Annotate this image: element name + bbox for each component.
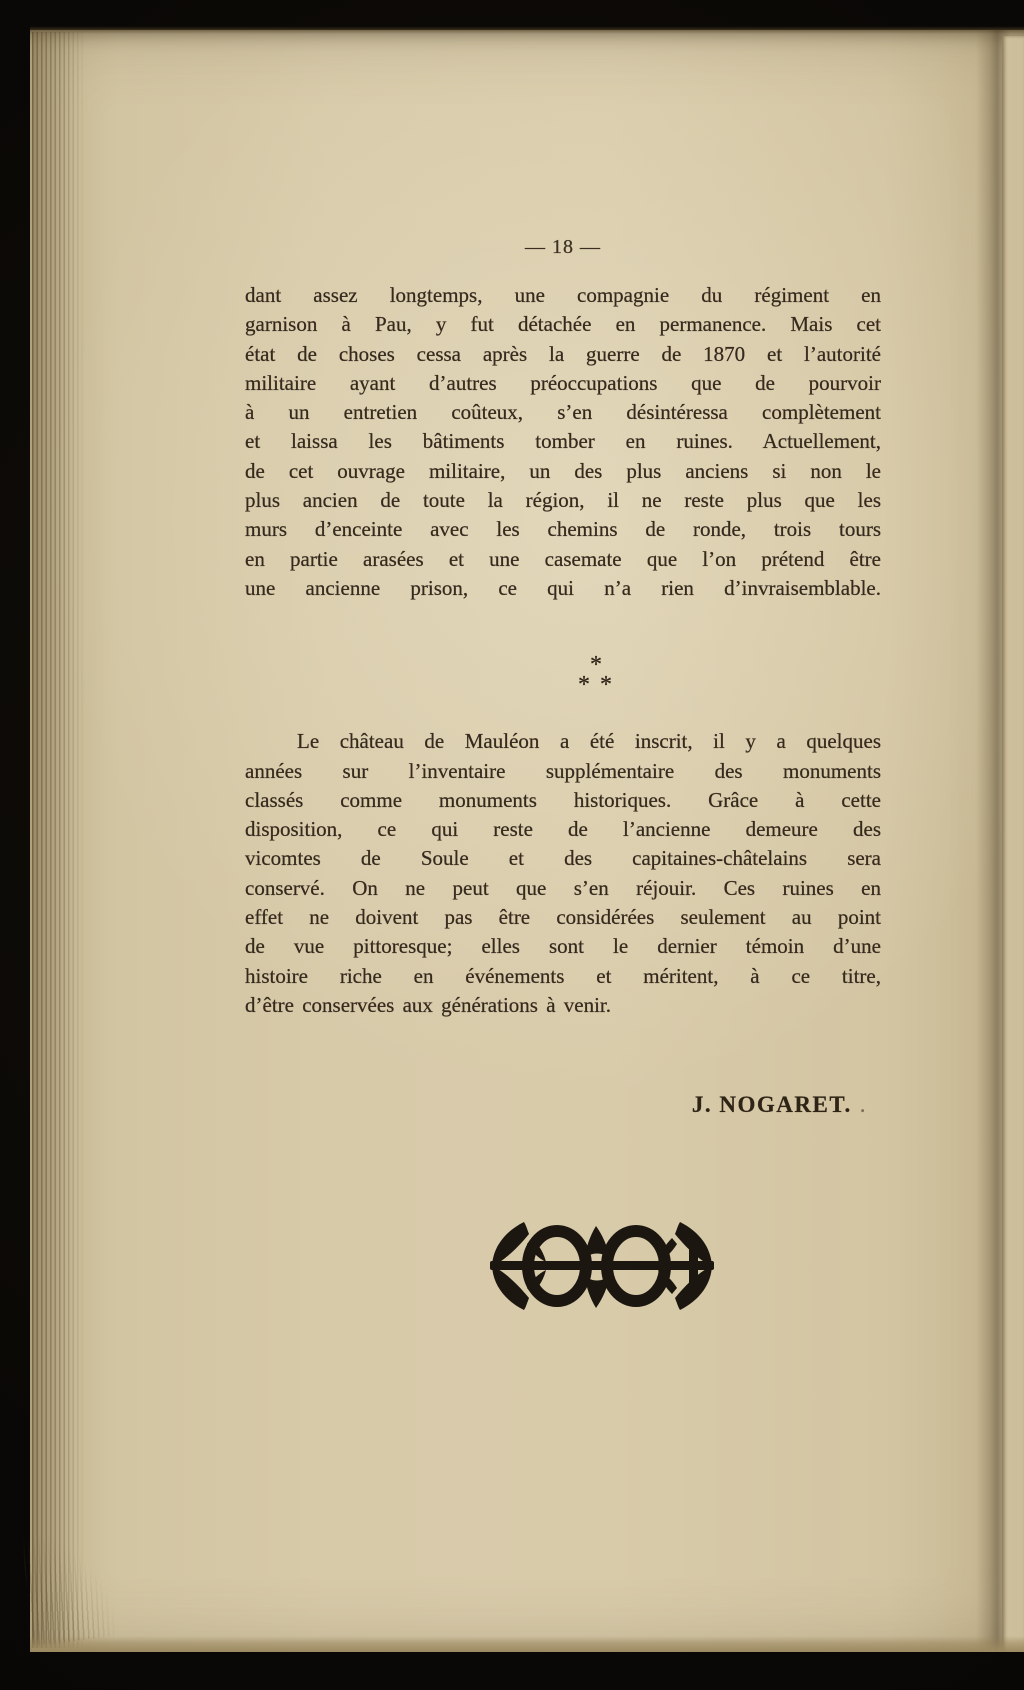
text-line: vicomtes de Soule et des capitaines-châtelains sera [245, 846, 881, 871]
text-line: garnison à Pau, y fut détachée en permanence. Mais cet [245, 312, 881, 337]
text-line: à un entretien coûteux, s’en désintéressa complètement [245, 400, 881, 425]
asterisk-bottom: * * [578, 672, 614, 699]
paragraph-2 [245, 727, 881, 1020]
text-line: militaire ayant d’autres préoccupations que de pourvoir [245, 370, 881, 395]
author-signature-text: J. NOGARET. [691, 1092, 852, 1118]
book-page [30, 30, 1024, 1652]
text-line: une ancienne prison, ce qui n’a rien d’invraisemblable. [245, 575, 881, 600]
page-number: — 18 — [525, 236, 601, 258]
printer-chain-ornament-icon [486, 1220, 718, 1314]
page-stack-edge [32, 32, 86, 1648]
printed-content [245, 235, 881, 1314]
text-line: années sur l’inventaire supplémentaire des monuments [245, 758, 881, 783]
asterisk-top: * [590, 652, 602, 679]
underlying-page-edge [1002, 36, 1024, 1652]
text-line: conservé. On ne peut que s’en réjouir. Ces ruines en [245, 875, 881, 900]
text-line: d’être conservées aux générations à venir. [245, 992, 612, 1017]
page-corner-curl [16, 1485, 130, 1646]
text-line: de cet ouvrage militaire, un des plus anciens si non le [245, 458, 881, 483]
text-line: en partie arasées et une casemate que l’on prétend être [245, 546, 881, 571]
text-line: effet ne doivent pas être considérées seulement au point [245, 905, 881, 930]
signature-ink-dot: . [859, 1092, 867, 1118]
text-line: histoire riche en événements et méritent, à ce titre, [245, 963, 881, 988]
text-line: plus ancien de toute la région, il ne reste plus que les [245, 488, 881, 513]
author-signature [245, 1092, 881, 1118]
text-line: dant assez longtemps, une compagnie du régiment en [245, 283, 881, 307]
text-line: classés comme monuments historiques. Grâce à cette [245, 787, 881, 812]
text-line: et laissa les bâtiments tomber en ruines. Actuellement, [245, 429, 881, 454]
asterisk-divider [278, 652, 914, 699]
text-line: murs d’enceinte avec les chemins de ronde, trois tours [245, 517, 881, 542]
text-line: de vue pittoresque; elles sont le dernier témoin d’une [245, 934, 881, 959]
paragraph-1 [245, 281, 881, 603]
text-line: état de choses cessa après la guerre de 1870 et l’autorité [245, 341, 881, 366]
text-line: Le château de Mauléon a été inscrit, il y a quelques [297, 729, 881, 754]
text-line: disposition, ce qui reste de l’ancienne demeure des [245, 817, 881, 842]
